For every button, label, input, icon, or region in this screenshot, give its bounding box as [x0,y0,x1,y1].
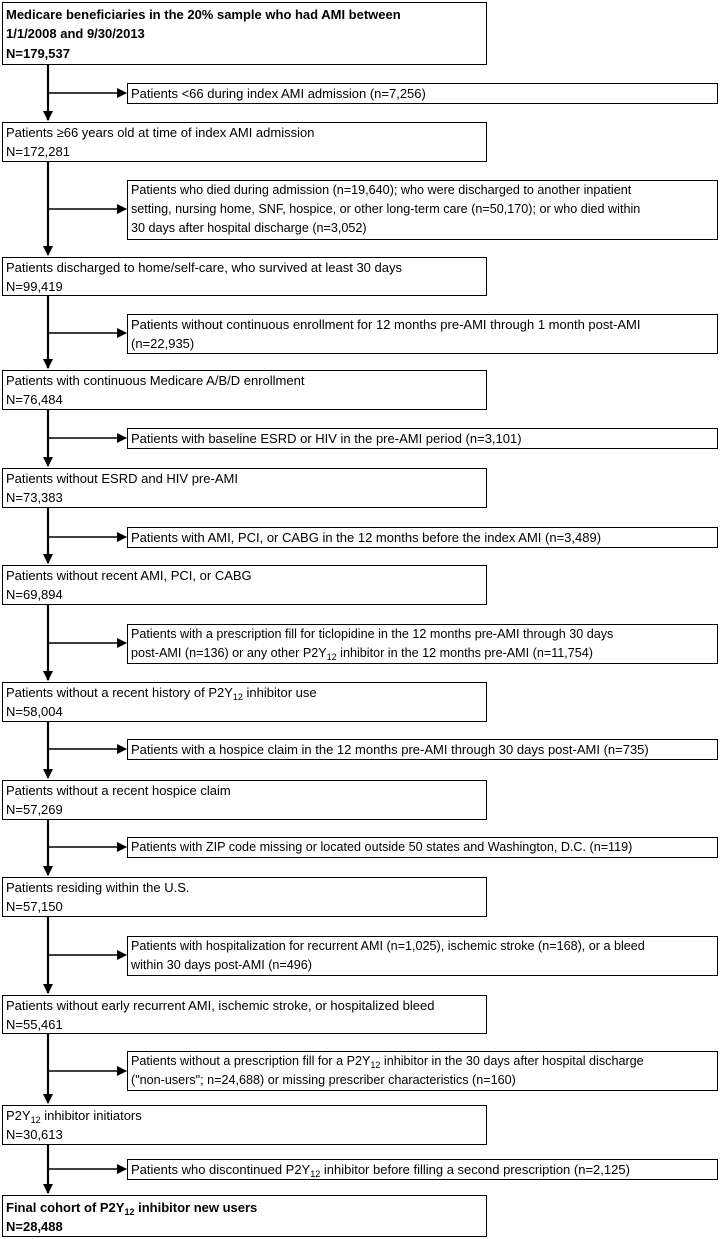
exclusion-box-7 [127,739,718,760]
exclusion-text: Patients <66 during index AMI admission (n=7,256) [131,86,426,101]
exclusion-text: Patients who discontinued $P2Y_{12}$ inhibitor before filling a second prescription (n=2,125) [131,1162,630,1179]
step-box-8 [2,877,487,917]
step-count: N=172,281 [6,144,70,159]
step-box-6 [2,682,487,722]
exclusion-box-4 [127,428,718,449]
exclusion-box-5 [127,527,718,548]
step-box-4 [2,468,487,508]
exclusion-text-line1: Patients with a prescription fill for ticlopidine in the 12 months pre-AMI through 30 days [131,627,614,641]
step-label: $P2Y_{12}$ inhibitor initiators [6,1108,142,1125]
step-count: N=69,894 [6,587,63,602]
step-label: Patients ≥66 years old at time of index AMI admission [6,125,315,140]
step-count: N=76,484 [6,392,63,407]
final-label: Final cohort of $P2Y_{12}$ inhibitor new users [6,1200,258,1217]
step-count: N=30,613 [6,1127,63,1142]
exclusion-box-11 [127,1159,718,1180]
step-label: Patients without ESRD and HIV pre-AMI [6,471,238,486]
exclusion-text-line2: ("non-users"; n=24,688) or missing prescriber characteristics (n=160) [131,1073,516,1087]
step-label: Patients discharged to home/self-care, who survived at least 30 days [6,260,402,275]
final-count: N=28,488 [6,1219,63,1234]
exclusion-text: Patients with ZIP code missing or located outside 50 states and Washington, D.C. (n=119) [131,840,633,854]
exclusion-text: Patients without continuous enrollment for 12 months pre-AMI through 1 month post-AMI (n=22,935) [131,317,641,351]
step-count: N=99,419 [6,279,63,294]
step-count: N=73,383 [6,490,63,505]
exclusion-box-10 [127,1051,718,1091]
exclusion-text: Patients with hospitalization for recurrent AMI (n=1,025), ischemic stroke (n=168), or a bleed within 30 days post-AMI (n=496) [131,939,645,972]
exclusion-text: Patients with baseline ESRD or HIV in the pre-AMI period (n=3,101) [131,431,522,446]
exclusion-text: Patients with AMI, PCI, or CABG in the 12 months before the index AMI (n=3,489) [131,530,602,545]
step-box-3 [2,370,487,410]
step-label: Patients without a recent hospice claim [6,783,231,798]
step-count: N=57,269 [6,802,63,817]
step-box-5 [2,565,487,605]
start-box [2,2,487,65]
step-label: Patients without recent AMI, PCI, or CABG [6,568,252,583]
step-box-7 [2,780,487,820]
exclusion-text-line2: post-AMI (n=136) or any other $P2Y_{12}$ inhibitor in the 12 months pre-AMI (n=11,754) [131,646,593,662]
step-label: Patients without a recent history of $P2Y_{12}$ inhibitor use [6,685,317,702]
step-label: Patients with continuous Medicare A/B/D enrollment [6,373,305,388]
exclusion-text: Patients who died during admission (n=19,640); who were discharged to another inpatient setting, nursing home, SNF, hospice, or other long-term care (n=50,170); or who died within 30 days after hospital discharge (n=3,052) [131,183,641,235]
step-box-1 [2,122,487,162]
exclusion-box-9 [127,936,718,976]
exclusion-box-6 [127,624,718,664]
step-count: N=58,004 [6,704,63,719]
final-box [2,1195,487,1237]
start-count: N=179,537 [6,46,70,61]
exclusion-text: Patients with a hospice claim in the 12 months pre-AMI through 30 days post-AMI (n=735) [131,742,649,757]
exclusion-text-line1: Patients without a prescription fill for a $P2Y_{12}$ inhibitor in the 30 days after hospital discharge [131,1054,644,1070]
start-label: Medicare beneficiaries in the 20% sample who had AMI between 1/1/2008 and 9/30/2013 [6,7,401,41]
step-box-9 [2,995,487,1034]
exclusion-box-2 [127,180,718,240]
step-box-2 [2,257,487,296]
exclusion-box-1 [127,83,718,104]
exclusion-box-3 [127,314,718,354]
step-label: Patients without early recurrent AMI, ischemic stroke, or hospitalized bleed [6,998,435,1013]
step-label: Patients residing within the U.S. [6,880,190,895]
step-count: N=57,150 [6,899,63,914]
step-count: N=55,461 [6,1017,63,1032]
step-box-10 [2,1105,487,1145]
exclusion-box-8 [127,837,718,858]
